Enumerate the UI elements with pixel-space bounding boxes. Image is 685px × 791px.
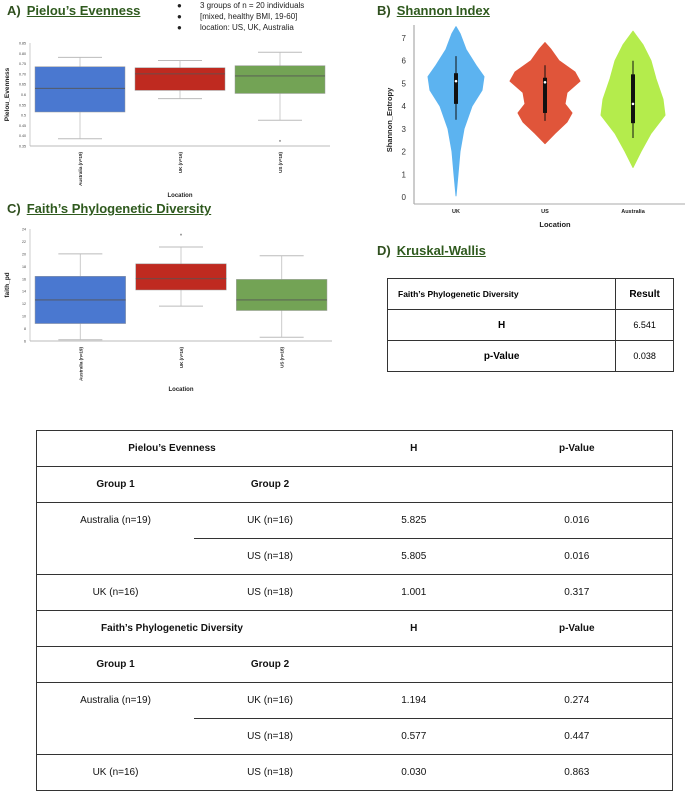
svg-text:20: 20 [22, 252, 26, 257]
subheader-row [37, 467, 673, 503]
panel-b-title [377, 3, 490, 18]
box-2 [235, 52, 325, 142]
header-cell: Faith’s Phylogenetic Diversity [388, 279, 616, 310]
panel-d-title [377, 243, 486, 258]
svg-text:US: US [541, 209, 549, 215]
group2-cell: US (n=18) [194, 575, 346, 611]
svg-text:US (n=18): US (n=18) [278, 152, 283, 173]
svg-text:Location: Location [168, 387, 194, 393]
empty-cell [346, 647, 482, 683]
group2-cell: UK (n=16) [194, 503, 346, 539]
svg-text:Shannon_Entropy: Shannon_Entropy [385, 87, 394, 153]
table-row [37, 755, 673, 791]
panel-d-label: D) [377, 243, 391, 258]
svg-text:0.85: 0.85 [19, 41, 26, 46]
box-0 [35, 57, 125, 138]
bullet-text: [mixed, healthy BMI, 19-60] [200, 12, 298, 21]
svg-text:16: 16 [22, 277, 26, 282]
panel-c-label: C) [7, 201, 21, 216]
svg-text:0.45: 0.45 [19, 123, 26, 128]
header-cell: p-Value [558, 443, 595, 454]
svg-text:6: 6 [24, 339, 26, 344]
group1-cell: Australia (n=19) [37, 683, 195, 719]
group1-cell [37, 719, 195, 755]
h-cell: 5.825 [346, 503, 482, 539]
h-cell: 1.194 [346, 683, 482, 719]
table-row [388, 341, 674, 372]
panel-c-title [7, 201, 211, 216]
faith-header-row [37, 611, 673, 647]
empty-cell [346, 467, 482, 503]
table-row [37, 719, 673, 755]
svg-text:24: 24 [22, 227, 26, 232]
table-row [37, 539, 673, 575]
svg-text:0: 0 [401, 193, 406, 202]
violin-2 [601, 31, 665, 167]
group1-header: Group 1 [37, 647, 195, 683]
svg-text:12: 12 [22, 302, 26, 307]
table-row [37, 683, 673, 719]
header-cell: H [410, 443, 418, 454]
group1-cell: UK (n=16) [37, 575, 195, 611]
panel-d-title-text: Kruskal-Wallis [396, 243, 486, 258]
pielou-header-row [37, 431, 673, 467]
bullet-icon: ● [177, 12, 182, 21]
svg-text:8: 8 [24, 327, 26, 332]
svg-text:0.5: 0.5 [21, 113, 26, 118]
header-cell: H [346, 611, 482, 647]
header-cell: Result [616, 279, 674, 310]
svg-text:18: 18 [22, 264, 26, 269]
svg-text:2: 2 [401, 147, 406, 157]
svg-text:0.65: 0.65 [19, 82, 26, 87]
group2-header: Group 2 [194, 647, 346, 683]
group1-cell: Australia (n=19) [37, 503, 195, 539]
box-1 [135, 61, 225, 99]
svg-text:US (n=18): US (n=18) [279, 347, 285, 368]
svg-text:Australia (n=19): Australia (n=19) [78, 152, 83, 186]
p-cell: 0.274 [482, 683, 673, 719]
shannon-violin-plot [370, 20, 685, 235]
group2-cell: US (n=18) [194, 755, 346, 791]
p-cell: 0.016 [482, 503, 673, 539]
svg-text:Pielou_Evenness: Pielou_Evenness [4, 67, 11, 122]
svg-text:7: 7 [401, 34, 406, 43]
bullet-text: 3 groups of n = 20 individuals [200, 1, 305, 10]
svg-text:UK (n=16): UK (n=16) [178, 152, 183, 174]
group2-cell: UK (n=16) [194, 683, 346, 719]
row-value: 6.541 [616, 310, 674, 341]
panel-c-title-text: Faith’s Phylogenetic Diversity [26, 201, 212, 216]
svg-text:10: 10 [22, 314, 26, 319]
faith-boxplot [0, 220, 340, 395]
p-cell: 0.447 [482, 719, 673, 755]
group1-header: Group 1 [37, 467, 195, 503]
group2-header: Group 2 [194, 467, 346, 503]
svg-text:3: 3 [401, 124, 406, 134]
h-cell: 0.577 [346, 719, 482, 755]
table-row [388, 310, 674, 341]
svg-text:0.70: 0.70 [19, 72, 26, 77]
box-2 [236, 256, 327, 338]
header-cell: p-Value [482, 611, 673, 647]
study-design-bullets [175, 0, 304, 33]
svg-text:Location: Location [167, 193, 193, 199]
svg-text:14: 14 [22, 289, 26, 294]
row-label: H [388, 310, 616, 341]
group2-cell: US (n=18) [194, 539, 346, 575]
svg-text:0.75: 0.75 [19, 62, 26, 67]
table-row [37, 575, 673, 611]
panel-b-label: B) [377, 3, 391, 18]
panel-a-title-text: Pielou’s Evenness [26, 3, 141, 18]
kruskal-wallis-table [387, 278, 674, 372]
row-value: 0.038 [616, 341, 674, 372]
svg-text:1: 1 [401, 170, 406, 180]
group2-cell: US (n=18) [194, 719, 346, 755]
svg-text:0.40: 0.40 [19, 134, 26, 139]
svg-text:0.80: 0.80 [19, 51, 26, 56]
svg-text:UK (n=16): UK (n=16) [179, 347, 184, 369]
svg-text:5: 5 [401, 79, 406, 89]
group1-cell [37, 539, 195, 575]
header-cell: Pielou’s Evenness [128, 443, 216, 454]
table-row [37, 503, 673, 539]
svg-text:Location: Location [539, 220, 571, 229]
svg-text:6: 6 [401, 56, 406, 66]
empty-cell [482, 467, 673, 503]
p-cell: 0.863 [482, 755, 673, 791]
svg-text:4: 4 [401, 102, 406, 112]
p-cell: 0.016 [482, 539, 673, 575]
svg-text:faith_pd: faith_pd [4, 272, 11, 298]
box-1 [136, 234, 227, 307]
h-cell: 1.001 [346, 575, 482, 611]
table-header-row [388, 279, 674, 310]
violin-0 [428, 27, 484, 196]
svg-text:0.6: 0.6 [21, 93, 26, 97]
panel-a-label: A) [7, 3, 21, 18]
bullet-icon: ● [177, 1, 182, 10]
row-label: p-Value [388, 341, 616, 372]
svg-text:Australia (n=19): Australia (n=19) [78, 347, 84, 381]
p-cell: 0.317 [482, 575, 673, 611]
pairwise-comparison-table [36, 430, 673, 791]
h-cell: 5.805 [346, 539, 482, 575]
panel-a-title [7, 3, 140, 18]
group1-cell: UK (n=16) [37, 755, 195, 791]
svg-text:0.35: 0.35 [19, 144, 26, 149]
h-cell: 0.030 [346, 755, 482, 791]
svg-text:Australia: Australia [621, 209, 645, 215]
svg-text:0.55: 0.55 [19, 103, 26, 108]
subheader-row [37, 647, 673, 683]
bullet-icon: ● [177, 23, 182, 32]
svg-text:22: 22 [22, 239, 26, 244]
pielou-boxplot [0, 35, 340, 200]
bullet-text: location: US, UK, Australia [200, 23, 294, 32]
box-0 [35, 254, 126, 340]
svg-text:UK: UK [452, 209, 460, 215]
panel-b-title-text: Shannon Index [396, 3, 490, 18]
empty-cell [482, 647, 673, 683]
header-cell: Faith’s Phylogenetic Diversity [37, 611, 347, 647]
violin-1 [510, 43, 580, 144]
